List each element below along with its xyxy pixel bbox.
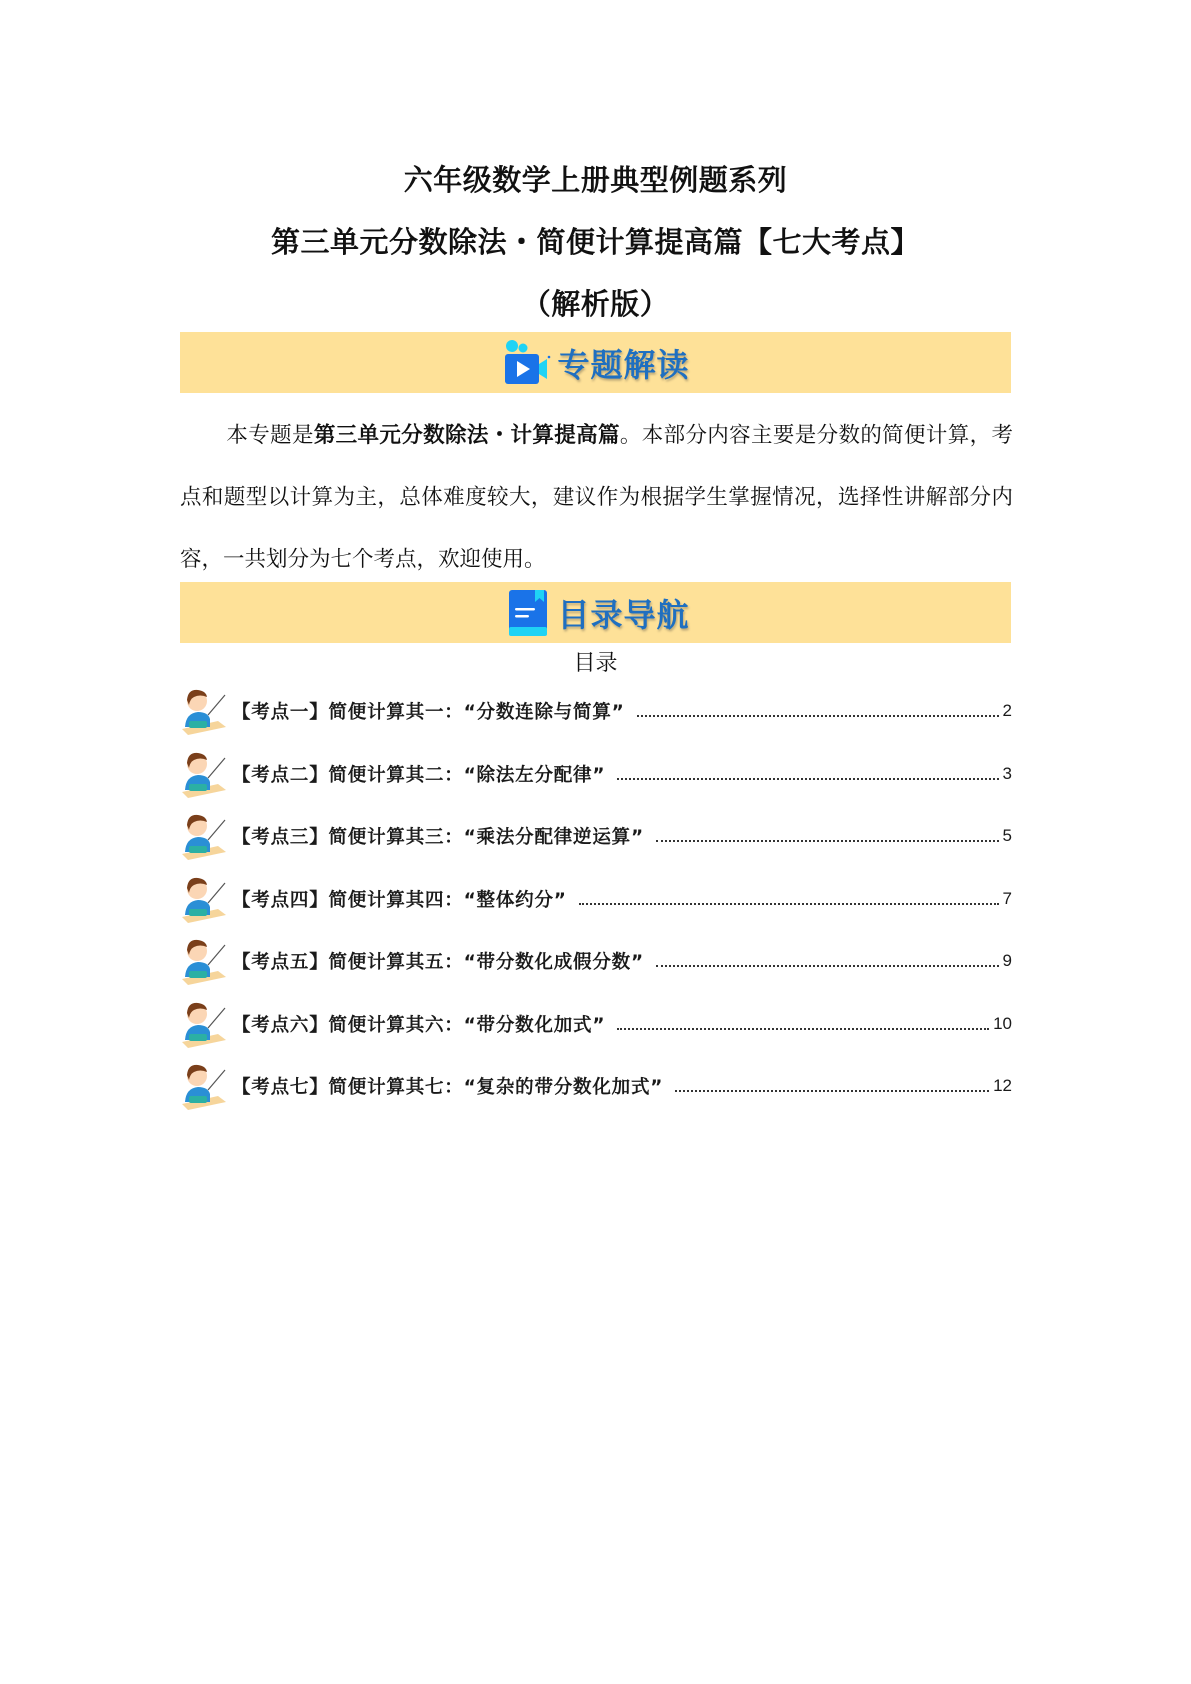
toc-item-label: 【考点二】简便计算其二：“除法左分配律” — [232, 764, 606, 786]
intro-paragraph — [180, 405, 1013, 591]
book-icon — [501, 587, 553, 639]
toc-item[interactable] — [180, 1055, 1012, 1118]
toc-page-number: 10 — [993, 1013, 1012, 1033]
toc-item-label: 【考点七】简便计算其七：“复杂的带分数化加式” — [232, 1077, 664, 1099]
toc-page-number: 9 — [1002, 951, 1012, 971]
teacher-avatar-icon — [180, 873, 230, 925]
toc-leader-dots — [579, 903, 999, 905]
video-camera-icon — [501, 337, 553, 389]
toc-leader-dots — [656, 965, 999, 967]
toc-heading: 目录 — [573, 651, 618, 676]
toc-page-number: 2 — [1002, 701, 1012, 721]
document-title-main: 第三单元分数除法・简便计算提高篇【七大考点】 — [270, 225, 920, 259]
toc-page-number: 5 — [1002, 826, 1012, 846]
toc-leader-dots — [637, 715, 999, 717]
topic-reading-banner — [180, 332, 1011, 393]
intro-suffix: 。本部分内容主要是分数的简便计算，考点和题型以计算为主，总体难度较大，建议作为根据学生掌握情况，选择性讲解部分内容，一共划分为七个考点，欢迎使用。 — [180, 423, 1013, 572]
toc-item[interactable] — [180, 680, 1012, 743]
toc-item[interactable] — [180, 993, 1012, 1056]
toc-navigation-banner — [180, 582, 1011, 643]
toc-item[interactable] — [180, 743, 1012, 806]
document-title-series: 六年级数学上册典型例题系列 — [403, 163, 788, 197]
toc-item-label: 【考点三】简便计算其三：“乘法分配律逆运算” — [232, 827, 644, 849]
toc-item-label: 【考点一】简便计算其一：“分数连除与简算” — [232, 702, 625, 724]
intro-prefix: 本专题是 — [226, 423, 314, 448]
toc-item-label: 【考点五】简便计算其五：“带分数化成假分数” — [232, 952, 644, 974]
toc-leader-dots — [617, 1028, 989, 1030]
toc-item[interactable] — [180, 868, 1012, 931]
toc-leader-dots — [656, 840, 999, 842]
teacher-avatar-icon — [180, 1060, 230, 1112]
teacher-avatar-icon — [180, 935, 230, 987]
teacher-avatar-icon — [180, 810, 230, 862]
toc-item[interactable] — [180, 805, 1012, 868]
teacher-avatar-icon — [180, 748, 230, 800]
toc-leader-dots — [617, 778, 998, 780]
toc-navigation-label: 目录导航 — [557, 595, 690, 634]
toc-page-number: 12 — [993, 1076, 1012, 1096]
toc-page-number: 7 — [1002, 888, 1012, 908]
toc-leader-dots — [675, 1090, 989, 1092]
toc-item[interactable] — [180, 930, 1012, 993]
document-title-edition: （解析版） — [521, 287, 670, 321]
teacher-avatar-icon — [180, 998, 230, 1050]
teacher-avatar-icon — [180, 685, 230, 737]
toc-page-number: 3 — [1002, 763, 1012, 783]
topic-reading-label: 专题解读 — [557, 345, 690, 384]
toc-item-label: 【考点四】简便计算其四：“整体约分” — [232, 889, 567, 911]
toc-item-label: 【考点六】简便计算其六：“带分数化加式” — [232, 1014, 606, 1036]
intro-bold: 第三单元分数除法・计算提高篇 — [313, 423, 620, 448]
table-of-contents — [180, 680, 1012, 1118]
